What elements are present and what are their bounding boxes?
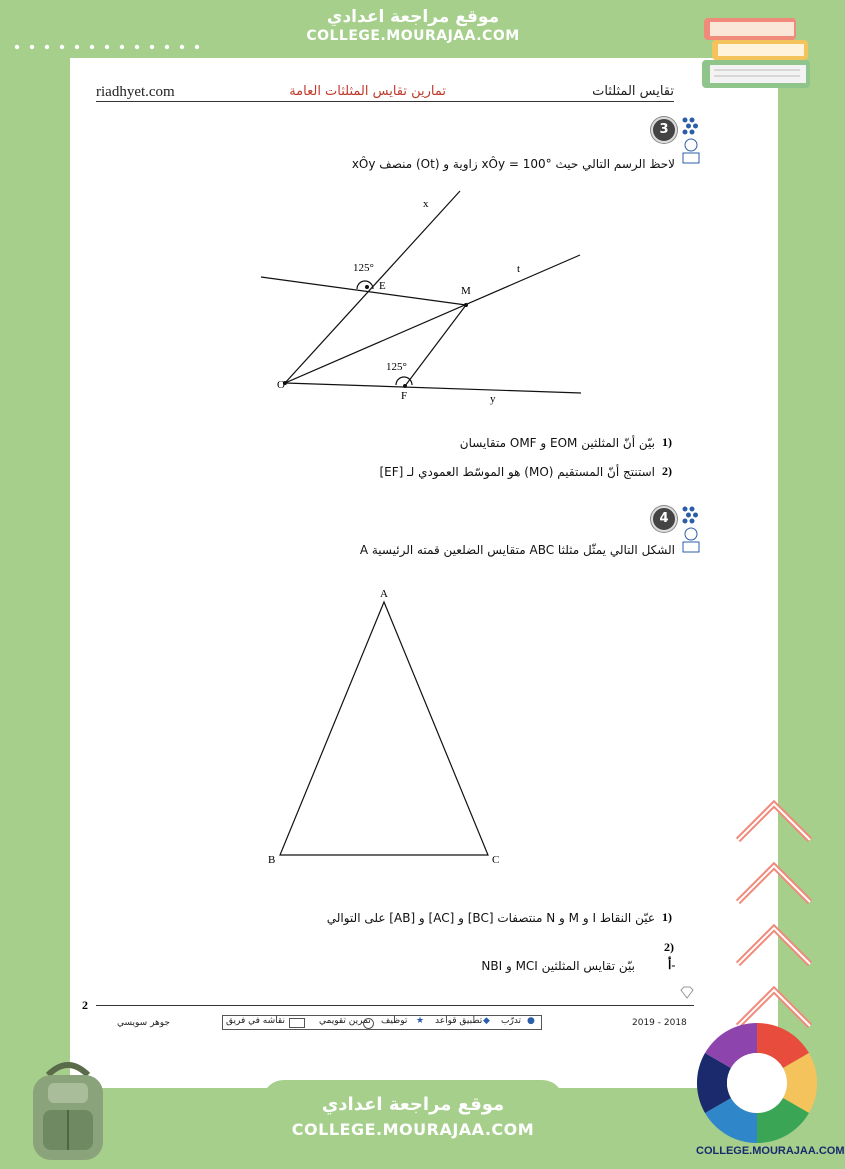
footer-year: 2019 - 2018: [632, 1018, 687, 1028]
ex4-q2-number: 2): [664, 940, 674, 954]
label-a: A: [380, 588, 388, 600]
angle-arc-e: [357, 281, 373, 289]
ex4-question-2a: بيّن تقايس المثلثين MCI و NBI: [481, 959, 635, 973]
header-divider: [96, 101, 674, 102]
triangle-abc: [280, 602, 488, 855]
difficulty-icon: [680, 504, 702, 554]
exercise-number-badge: 3: [651, 117, 677, 143]
legend-use: توظيف: [381, 1016, 408, 1026]
legend-diamond-icon: ◆: [483, 1016, 490, 1026]
exercise4-intro: الشكل التالي يمثّل مثلثا ABC متقايس الضلعين قمته الرئيسية A: [359, 543, 675, 557]
legend-rules: تطبيق قواعد: [435, 1016, 483, 1026]
ex3-question-2: استنتج أنّ المستقيم (MO) هو الموسّط العمودي لـ [EF]: [379, 465, 655, 479]
label-c: C: [492, 854, 500, 866]
angle-f-value: 125°: [386, 361, 407, 373]
header-website[interactable]: riadhyet.com: [96, 84, 175, 100]
exercise4-triangle-figure: [260, 585, 510, 870]
label-o: O: [277, 379, 285, 391]
label-f: F: [401, 390, 408, 402]
header-title: تمارين تقايس المثلثات العامة: [289, 84, 446, 99]
books-stack-icon: [700, 10, 815, 100]
ray-oy: [285, 383, 581, 393]
ex4-q1-number: 1): [662, 910, 672, 924]
legend-circle-icon: [363, 1018, 374, 1029]
ray-ot: [285, 255, 580, 383]
exercise3-intro: لاحظ الرسم التالي حيث xÔy = 100° زاوية و (Ot) منصف xÔy: [351, 157, 675, 171]
label-b: B: [268, 854, 276, 866]
backpack-icon: [18, 1055, 118, 1165]
page-number: 2: [82, 998, 88, 1012]
point-f: [403, 384, 407, 388]
difficulty-icon: [680, 115, 702, 165]
bottom-banner-arabic: موقع مراجعة اعدادي: [321, 1094, 505, 1115]
decorative-dots: [12, 42, 202, 52]
legend-train: تدرّب: [501, 1016, 522, 1026]
brand-footer[interactable]: COLLEGE.MOURAJAA.COM: [696, 1145, 845, 1157]
bottom-site-banner[interactable]: [262, 1080, 564, 1150]
exercise-number-badge: 4: [651, 506, 677, 532]
label-x: x: [423, 198, 429, 210]
angle-e-value: 125°: [353, 262, 374, 274]
top-banner-url[interactable]: COLLEGE.MOURAJAA.COM: [306, 28, 520, 44]
ex4-question-1: عيّن النقاط I و M و N منتصفات [BC] و [AC] و [AB] على التوالي: [326, 911, 655, 925]
footer-divider: [96, 1005, 694, 1006]
ex3-q1-number: 1): [662, 435, 672, 449]
header-chapter: تقايس المثلثات: [592, 84, 674, 99]
legend-star-icon: ★: [416, 1016, 425, 1026]
footer-legend: [222, 1015, 542, 1030]
ex4-q2a-number: أ-: [668, 958, 676, 972]
point-m: [464, 303, 468, 307]
legend-discuss: نقاشه في فريق: [226, 1016, 285, 1026]
point-e: [365, 285, 369, 289]
ex3-question-1: بيّن أنّ المثلثين EOM و OMF متقايسان: [459, 436, 655, 450]
legend-dot-icon: ●: [527, 1016, 535, 1026]
label-m: M: [461, 285, 471, 297]
top-banner-arabic: موقع مراجعة اعدادي: [326, 7, 500, 27]
diamond-icon: [679, 986, 695, 1000]
top-site-banner[interactable]: [262, 6, 564, 58]
angle-arc-f: [396, 377, 412, 385]
footer-author: جوهر سويسي: [116, 1018, 170, 1028]
label-e: E: [379, 280, 386, 292]
exercise3-figure: [255, 190, 595, 410]
label-y: y: [490, 393, 496, 405]
legend-eval: تمرين تقويمي: [319, 1016, 371, 1026]
site-logo-icon: [694, 1020, 820, 1146]
label-t: t: [517, 263, 521, 275]
ex3-q2-number: 2): [662, 464, 672, 478]
legend-box-icon: [289, 1018, 305, 1028]
bottom-banner-url[interactable]: COLLEGE.MOURAJAA.COM: [291, 1120, 535, 1139]
